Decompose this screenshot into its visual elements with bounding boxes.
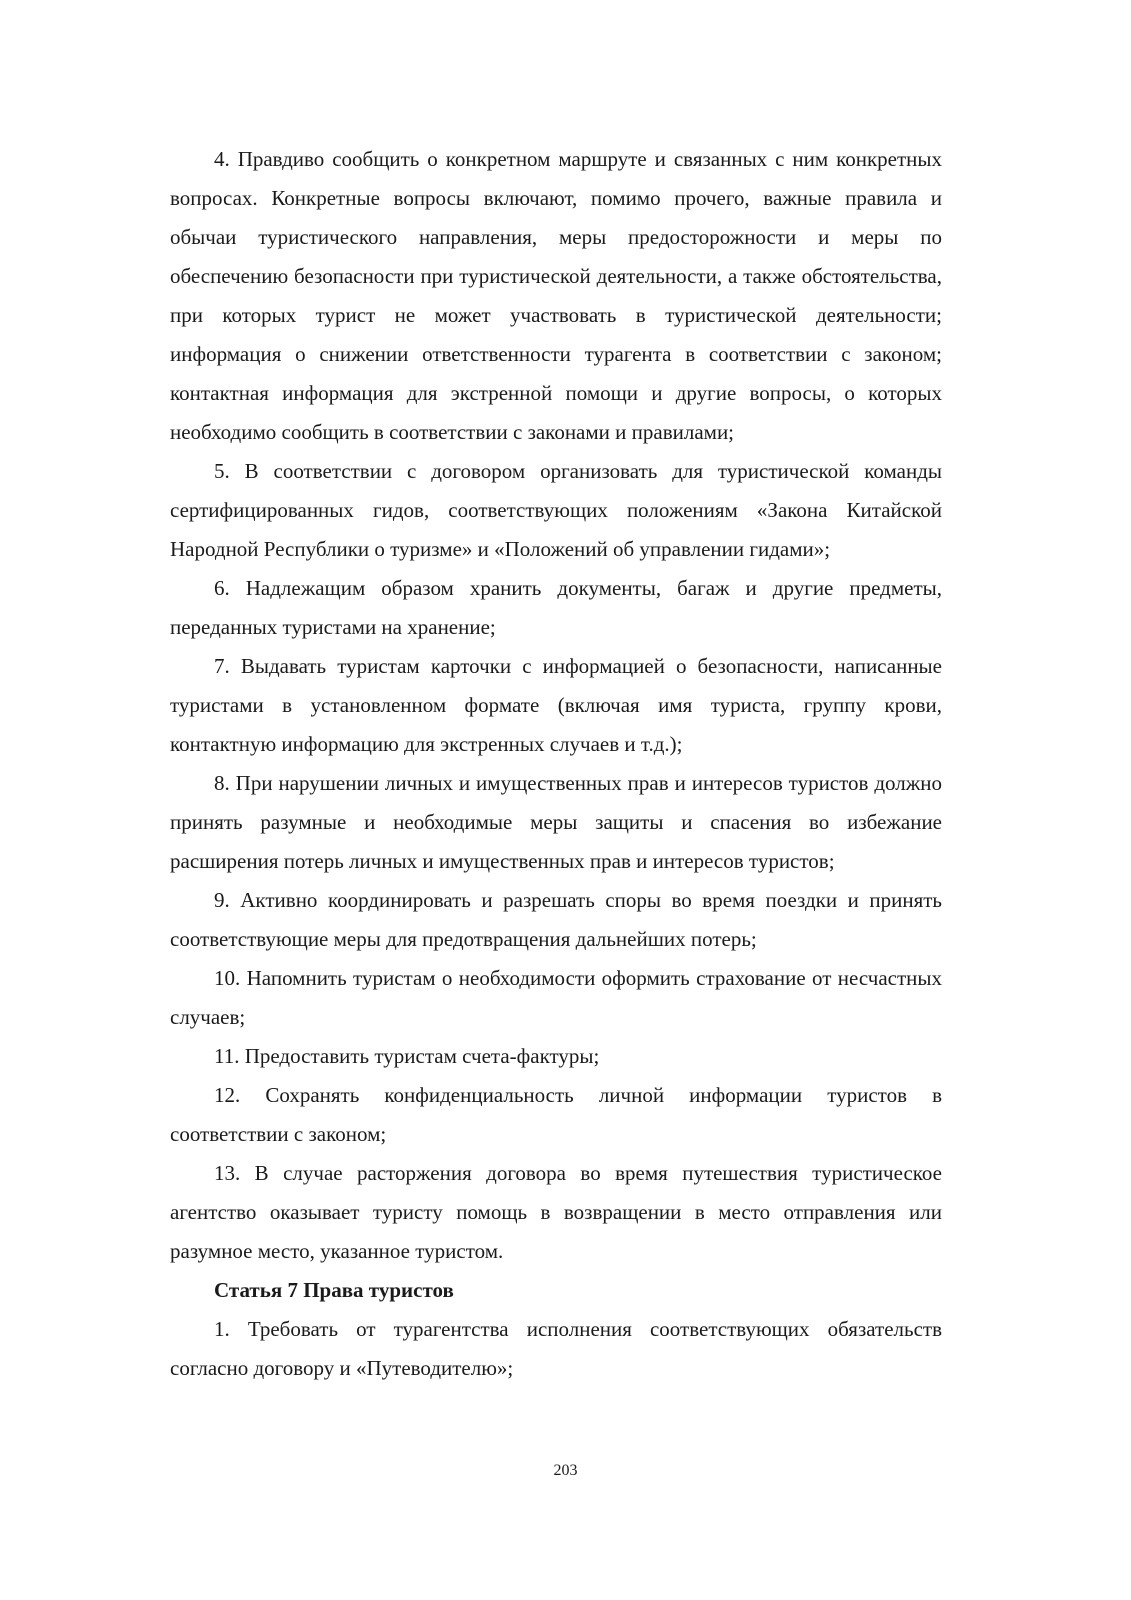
paragraph-item-8: 8. При нарушении личных и имущественных прав и интересов туристов должно принять разумные и необходимые меры защиты и спасения во избежание расширения потерь личных и имущественных прав и интересов туристов; [170, 771, 942, 873]
paragraph-item-12: 12. Сохранять конфиденциальность личной информации туристов в соответствии с законом; [170, 1083, 942, 1146]
page-number: 203 [553, 1462, 578, 1479]
paragraph-item-4: 4. Правдиво сообщить о конкретном маршруте и связанных с ним конкретных вопросах. Конкретные вопросы включают, помимо прочего, важные правила и обычаи туристического направления, меры предосторожности и меры по обеспечению безопасности при туристической деятельности, а также обстоятельства, при которых турист не может участвовать в туристической деятельности; информация о снижении ответственности турагента в соответствии с законом; контактная информация для экстренной помощи и другие вопросы, о которых необходимо сообщить в соответствии с законами и правилами; [170, 147, 942, 444]
paragraph-item-11: 11. Предоставить туристам счета-фактуры; [214, 1044, 600, 1068]
section-heading: Статья 7 Права туристов [214, 1278, 454, 1302]
paragraph-item-9: 9. Активно координировать и разрешать споры во время поездки и принять соответствующие меры для предотвращения дальнейших потерь; [170, 888, 942, 951]
section-paragraph-item-1: 1. Требовать от турагентства исполнения соответствующих обязательств согласно договору и «Путеводителю»; [170, 1317, 942, 1380]
paragraph-item-10: 10. Напомнить туристам о необходимости оформить страхование от несчастных случаев; [170, 966, 942, 1029]
document-body [170, 140, 942, 1388]
paragraph-item-6: 6. Надлежащим образом хранить документы, багаж и другие предметы, переданных туристами на хранение; [170, 576, 942, 639]
paragraph-item-7: 7. Выдавать туристам карточки с информацией о безопасности, написанные туристами в установленном формате (включая имя туриста, группу крови, контактную информацию для экстренных случаев и т.д.); [170, 654, 942, 756]
paragraph-item-5: 5. В соответствии с договором организовать для туристической команды сертифицированных гидов, соответствующих положениям «Закона Китайской Народной Республики о туризме» и «Положений об управлении гидами»; [170, 459, 942, 561]
paragraph-item-13: 13. В случае расторжения договора во время путешествия туристическое агентство оказывает туристу помощь в возвращении в место отправления или разумное место, указанное туристом. [170, 1161, 942, 1263]
